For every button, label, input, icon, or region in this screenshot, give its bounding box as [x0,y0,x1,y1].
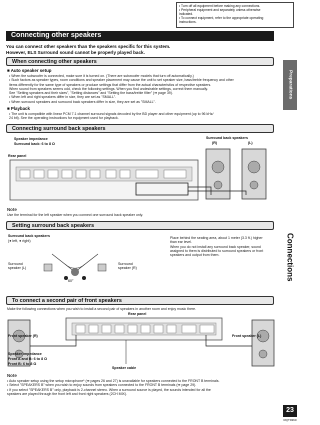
text-line: Place behind the seating area, about 1 meter (3.3 ft.) higher [170,236,263,240]
text-line: • The unit is compatible with linear PCM 7.1 channel surround signals decoded by the BD player and other equipment (up to 96 kHz/ [9,112,214,116]
text-line: • Select "SPEAKERS B" when you wish to enjoy sounds from speakers connected to the FRONT B terminals (➡ page 29). [7,383,197,388]
sb-setting-sub: (● left, ● right) [8,239,31,243]
caution-line: indicated. [179,12,194,16]
sb-right-marker [82,276,86,280]
intro-line: You can connect other speakers than the speakers specific for this system. [6,44,171,49]
surround-left-speaker [44,264,52,271]
sb-setting-label: Surround back speakers [8,234,50,238]
section-heading-surround-back: Connecting surround back speakers [6,124,274,133]
surround-back-connection-diagram [6,145,278,205]
second-front-desc [7,307,275,311]
page-title: Connecting other speakers [6,31,274,41]
label-line: Surround [8,262,23,266]
rear-panel-label-2: Rear panel [128,312,147,316]
sb-setting-text [170,236,276,257]
text-line: than ear level. [170,240,192,245]
impedance-a: Front A and B: 6 to 8 Ω [8,357,47,361]
text-line: speakers are played through the front left and front right speakers (2CH MIX). [7,391,128,396]
caution-line: instructions. [179,20,197,24]
sb-l-label: (L) [248,141,253,145]
front-l-label: Front speaker (L) [232,334,262,338]
text-line: • When surround speakers and surround back speakers differ in size, they are set as "SMALL". [9,99,156,104]
note-heading-surround-back: Note [7,207,17,212]
caution-box [176,2,294,28]
text-line: speakers and output from them. [170,253,220,258]
second-front-diagram [6,316,278,374]
surround-right-label [118,262,137,271]
impedance-b: Front B: 6 to 8 Ω [8,362,37,366]
impedance-value: Surround back: 6 to 8 Ω [14,142,55,146]
surround-left-label [8,262,26,271]
auto-setup-heading: ■ Auto speaker setup [7,68,52,73]
caution-line: • To connect equipment, refer to the appropriate operating [179,16,264,20]
caution-line: • Peripheral equipment and separately unless otherwise [179,8,261,12]
note-heading-second-front: Note [7,373,17,378]
surround-right-speaker [98,264,106,271]
sb-speaker-left [242,149,266,199]
front-speaker-left [252,320,274,366]
text-line: • When the subwoofer is connected, make sure it is turned on. (There are subwoofer models that turn off automatically.) [9,74,194,78]
label-line: speaker (L) [8,266,27,271]
playback-heading: ■ Playback [7,106,30,111]
text-line: When sound from speakers seems odd, check the following settings. When you find undesirable settings, correct them manually. [9,86,208,91]
angle-label: 60° [68,279,74,283]
front-r-label: Front speaker (R) [8,334,38,338]
playback-text [9,112,275,121]
text-line: Make the following connections when you wish to install a second pair of speakers in another room and enjoy music there. [7,307,197,311]
text-line: When you do not install any surround back speaker, sound [170,244,261,249]
label-line: Surround [118,262,133,266]
sb-speaker-right [206,149,230,199]
sb-speakers-label: Surround back speakers [206,136,248,140]
intro-line: However, ELS Surround sound cannot be properly played back. [6,49,145,55]
auto-setup-text [9,74,275,104]
impedance-label: Speaker impedance [14,137,48,141]
intro-text [6,44,274,55]
text-line: • If you select "SPEAKERS B" only, playback is 2-channel stereo. When a surround source is played, the sounds intended for all the [7,387,211,392]
text-line: • Such factors as speaker types, room conditions and speaker placement may cause the unit to set speaker size, bass/treble frequency and other [9,78,234,83]
sb-r-label: (R) [212,141,217,145]
note-text-surround-back [7,213,275,217]
sidebar-tab-connections: Connections [285,233,295,282]
text-line: items differently for the same type of speakers or produce settings that differ from the actual characteristics of respective speakers. [9,82,212,87]
speaker-cable-label: Speaker cable [112,366,137,370]
text-line: 24 bit). See the operating instructions for equipment used for playback. [9,116,119,121]
note-text-second-front [7,379,277,396]
impedance-title-2: Speaker impedance [8,352,42,356]
page-code: RQT9360 [283,418,297,422]
text-line: • Auto speaker setup using the setup microphone* (➡ pages 26 and 27) is unavailable for speakers connected to the FRONT B terminals. [7,379,220,383]
listener-icon [71,268,79,276]
label-line: speaker (R) [118,266,137,271]
text-line: assigned to them is distributed to surround speakers or front [170,248,264,253]
section-heading-setting-sb: Setting surround back speakers [6,221,274,230]
rear-panel-label: Rear panel [8,154,27,158]
text-line: Use the terminal for the left speaker when you connect one surround back speaker only. [7,213,144,217]
angle-arc [65,264,85,268]
section-heading-second-front: To connect a second pair of front speakers [6,296,274,305]
panel-terminals-2 [76,325,214,333]
page-number: 23 [283,405,297,417]
caution-line: • Turn off all equipment before making any connections. [179,4,261,8]
text-line: See "Setting speakers and their sizes", "Setting distances" and "Setting the bass/treble filter" (➡ page 39). [9,91,173,96]
speaker-placement-diagram [30,242,120,282]
sidebar-tab-preparations: Preparations [283,60,297,110]
section-heading-other-speakers: When connecting other speakers [6,57,274,66]
text-line: • When left and right speakers differ in size, they are set as "SMALL". [9,95,117,100]
